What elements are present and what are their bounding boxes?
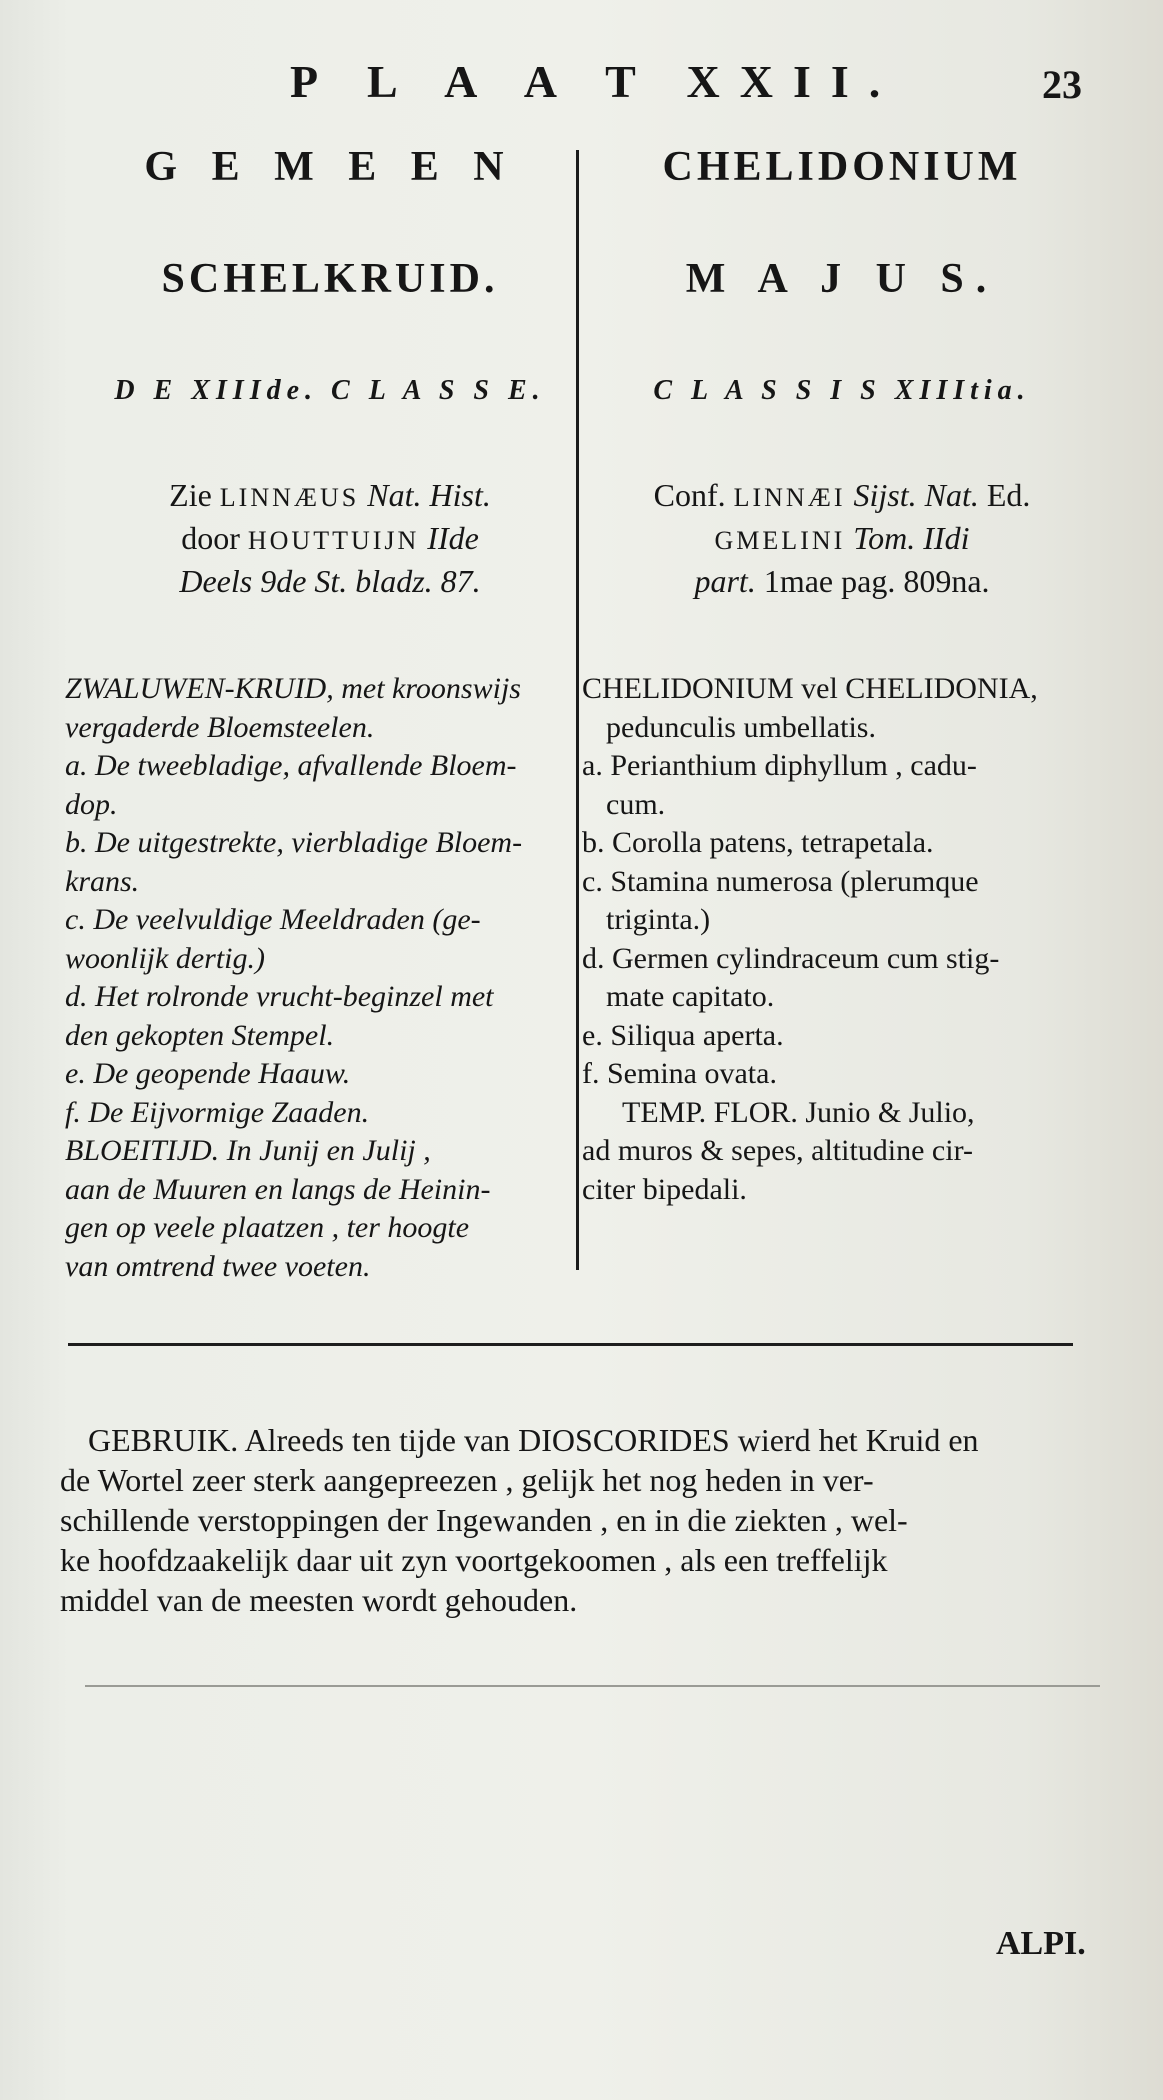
ref-work: Nat. Hist. [359,477,491,513]
ref-author: LINNÆUS [219,483,360,512]
description-line: ad muros & sepes, altitudine cir- [582,1134,973,1167]
description-line: b. De uitgestrekte, vierbladige Bloem- [65,826,523,859]
latin-reference-line-2 [582,518,1102,561]
latin-reference-line-1 [582,475,1102,518]
description-line: TEMP. FLOR. Junio & Julio, [622,1095,975,1129]
dutch-description [65,670,595,1286]
ref-text: Conf. [653,477,734,513]
description-line: a. Perianthium diphyllum , cadu- [582,749,977,782]
usage-line: ke hoofdzaakelijk daar uit zyn voortgekoomen , als een treffelijk [60,1542,888,1578]
ref-author: GMELINI [714,526,846,555]
description-line: c. Stamina numerosa (plerumque [582,864,979,898]
description-line: d. Germen cylindraceum cum stig- [582,941,1000,975]
dutch-title-line-2: SCHELKRUID. [161,256,499,302]
description-line: e. Siliqua aperta. [582,1018,784,1052]
catchword: ALPI. [996,1925,1086,1962]
description-line: van omtrend twee voeten. [65,1249,371,1283]
usage-line: GEBRUIK. Alreeds ten tijde van DIOSCORIDES wierd het Kruid en [88,1422,979,1458]
usage-line: schillende verstoppingen der Ingewanden , en in die ziekten , wel- [60,1502,908,1538]
dutch-reference-line-2 [65,518,595,561]
dutch-reference [65,475,595,601]
ref-text: Ed. [978,477,1031,513]
dutch-reference-line-3: Deels 9de St. bladz. 87. [179,563,481,599]
ref-work: Sijst. Nat. [845,477,979,513]
ref-part: part. [694,563,756,599]
latin-reference-line-3 [582,561,1102,601]
description-line: aan de Muuren en langs de Heinin- [65,1172,491,1206]
description-line: CHELIDONIUM vel CHELIDONIA, [582,672,1038,705]
page-header [0,55,1163,115]
plate-title: P L A A T XXII. [290,56,901,107]
description-line: BLOEITIJD. In Junij en Julij , [65,1134,431,1167]
latin-title-line-2: M A J U S. [685,256,999,302]
dutch-class-heading: D E XIIIde. C L A S S E. [114,375,546,406]
description-line: den gekopten Stempel. [65,1018,335,1052]
description-line: c. De veelvuldige Meeldraden (ge- [65,903,481,936]
description-line: a. De tweebladige, afvallende Bloem- [65,749,517,782]
latin-title-line-1: CHELIDONIUM [662,144,1022,190]
ref-text: Zie [169,477,220,513]
description-line: triginta.) [606,903,711,936]
dutch-reference-line-1 [65,475,595,518]
ref-author: LINNÆI [733,483,846,512]
footer-rule [85,1685,1100,1687]
section-rule [68,1343,1073,1346]
description-line: pedunculis umbellatis. [606,710,876,744]
usage-line: middel van de meesten wordt gehouden. [60,1582,578,1618]
description-line: mate capitato. [606,980,775,1013]
description-line: krans. [65,864,140,898]
latin-description [582,670,1102,1209]
usage-paragraph [60,1420,1110,1620]
description-line: b. Corolla patens, tetrapetala. [582,826,934,859]
ref-page: 1mae pag. 809na. [755,563,990,599]
description-line: vergaderde Bloemsteelen. [65,710,375,744]
description-line: gen op veele plaatzen , ter hoogte [65,1211,470,1244]
description-line: woonlijk dertig.) [65,941,265,975]
description-line: dop. [65,787,118,821]
usage-line: de Wortel zeer sterk aangepreezen , gelijk het nog heden in ver- [60,1462,874,1498]
ref-author: HOUTTUIJN [247,526,420,555]
description-line: d. Het rolronde vrucht-beginzel met [65,980,494,1013]
latin-class-heading: C L A S S I S XIIItia. [653,375,1031,406]
description-line: f. De Eijvormige Zaaden. [65,1095,370,1129]
description-line: cum. [606,787,666,821]
description-line: f. Semina ovata. [582,1057,777,1090]
ref-volume: Tom. IIdi [845,520,970,556]
latin-reference [582,475,1102,601]
description-line: e. De geopende Haauw. [65,1057,351,1090]
description-line: citer bipedali. [582,1172,747,1206]
ref-volume: IIde [419,520,479,556]
page-number: 23 [1042,62,1082,107]
dutch-title-line-1: G E M E E N [144,144,516,190]
description-line: ZWALUWEN-KRUID, met kroonswijs [65,672,521,705]
ref-text: door [181,520,248,556]
